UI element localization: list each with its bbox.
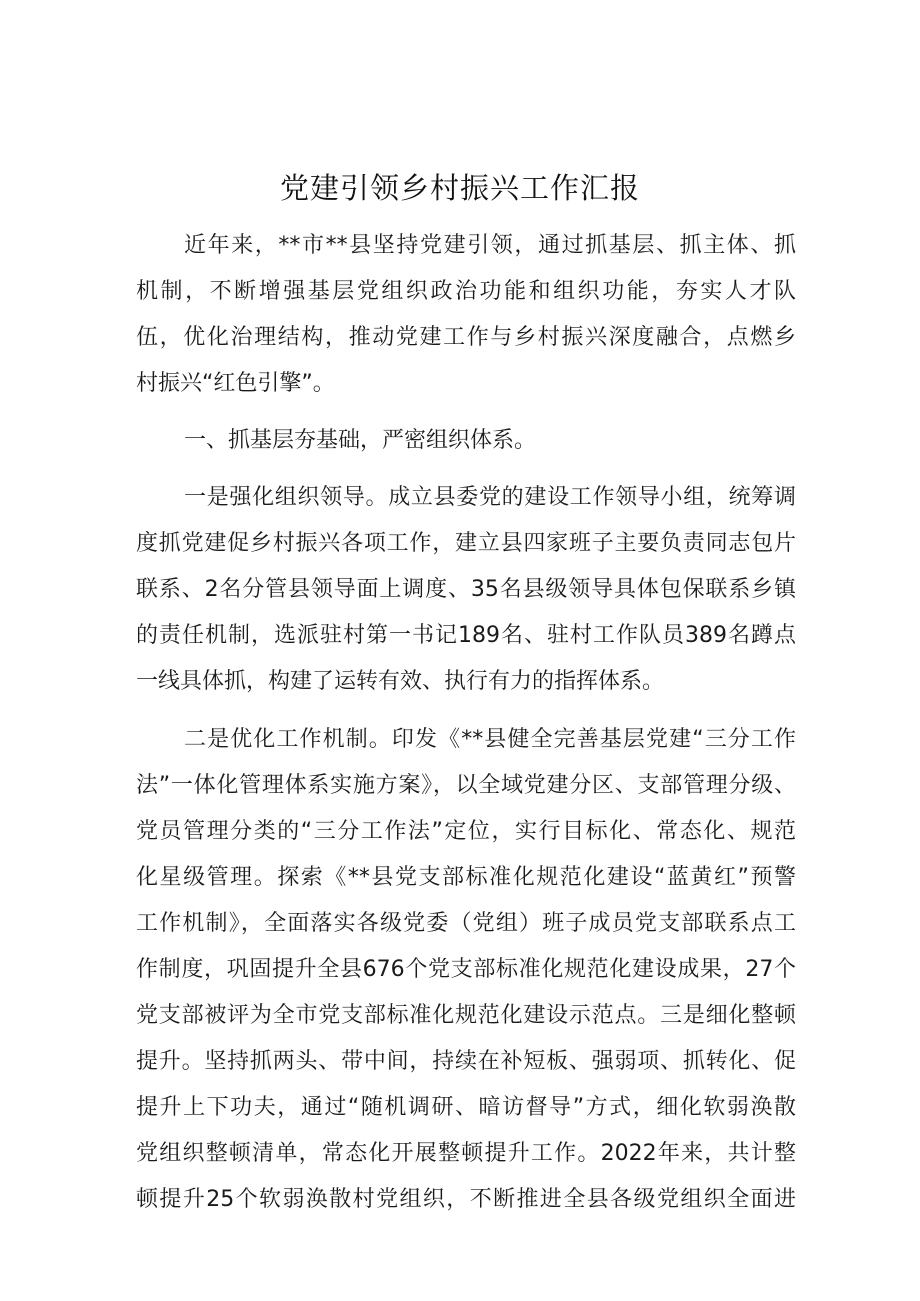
paragraph-line: 近年来，**市**县坚持党建引领，通过抓基层、抓主体、抓	[184, 233, 796, 258]
paragraph-line: 度抓党建促乡村振兴各项工作，建立县四家班子主要负责同志包片	[136, 531, 796, 556]
paragraph-line: 村振兴“红色引擎”。	[136, 371, 335, 396]
paragraph-line: 党员管理分类的“三分工作法”定位，实行目标化、常态化、规范	[136, 819, 796, 844]
paragraph-line: 的责任机制，选派驻村第一书记189名、驻村工作队员389名蹲点	[136, 623, 796, 648]
paragraph-line: 伍，优化治理结构，推动党建工作与乡村振兴深度融合，点燃乡	[136, 325, 796, 350]
paragraph-line: 机制，不断增强基层党组织政治功能和组织功能，夯实人才队	[136, 279, 796, 304]
paragraph-line: 一线具体抓，构建了运转有效、执行有力的指挥体系。	[136, 669, 665, 694]
paragraph-line: 工作机制》，全面落实各级党委（党组）班子成员党支部联系点工	[136, 911, 796, 936]
paragraph-line: 提升上下功夫，通过“随机调研、暗访督导”方式，细化软弱涣散	[136, 1095, 796, 1120]
paragraph-line: 党组织整顿清单，常态化开展整顿提升工作。2022年来，共计整	[136, 1141, 796, 1166]
paragraph-line: 提升。坚持抓两头、带中间，持续在补短板、强弱项、抓转化、促	[136, 1049, 796, 1074]
paragraph-line: 一是强化组织领导。成立县委党的建设工作领导小组，统筹调	[184, 485, 796, 510]
paragraph-line: 联系、2名分管县领导面上调度、35名县级领导具体包保联系乡镇	[136, 577, 796, 602]
section-heading: 一、抓基层夯基础，严密组织体系。	[184, 428, 537, 453]
document-title: 党建引领乡村振兴工作汇报	[279, 171, 640, 205]
paragraph-line: 顿提升25个软弱涣散村党组织，不断推进全县各级党组织全面进	[136, 1187, 796, 1212]
paragraph-line: 二是优化工作机制。印发《**县健全完善基层党建“三分工作	[184, 727, 796, 752]
paragraph-line: 党支部被评为全市党支部标准化规范化建设示范点。三是细化整顿	[136, 1003, 796, 1028]
paragraph-line: 化星级管理。探索《**县党支部标准化规范化建设“蓝黄红”预警	[136, 865, 796, 890]
paragraph-line: 法”一体化管理体系实施方案》，以全域党建分区、支部管理分级、	[136, 773, 796, 798]
paragraph-line: 作制度，巩固提升全县676个党支部标准化规范化建设成果，27个	[136, 957, 796, 982]
